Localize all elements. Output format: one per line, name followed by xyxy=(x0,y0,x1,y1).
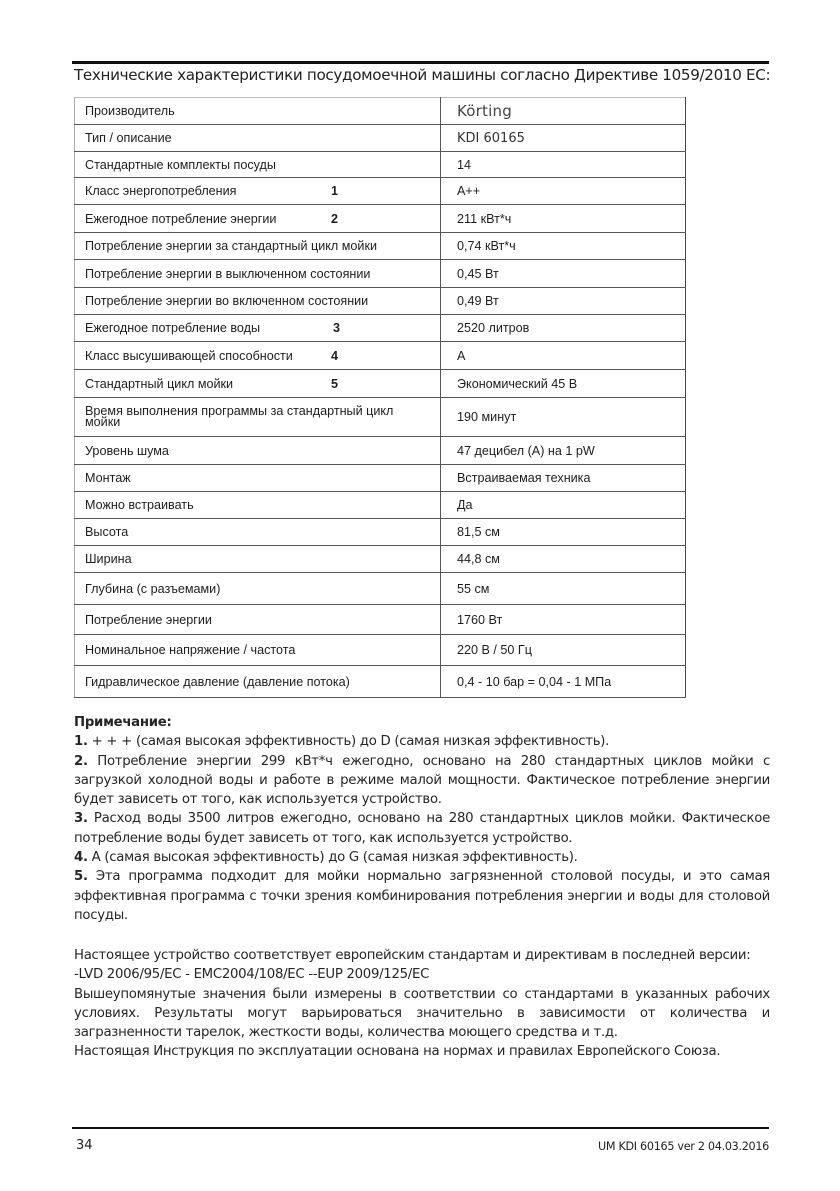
table-row xyxy=(75,125,686,152)
table-row xyxy=(75,398,686,437)
spec-value: 2520 литров xyxy=(457,321,530,335)
spec-label-cell xyxy=(75,260,441,288)
table-row xyxy=(75,465,686,492)
spec-value: A xyxy=(457,348,466,363)
spec-value-cell xyxy=(441,492,686,519)
spec-label-cell xyxy=(75,233,441,260)
table-row xyxy=(75,573,686,605)
spec-label-cell xyxy=(75,288,441,315)
note-text: Расход воды 3500 литров ежегодно, основано на 280 стандартных циклов мойки. Фактическое потребление воды будет зависеть от того, как используется устройство. xyxy=(74,811,770,846)
spec-value-cell xyxy=(441,205,686,233)
spec-label: Тип / описание xyxy=(85,131,172,145)
spec-label: Номинальное напряжение / частота xyxy=(85,643,296,657)
spec-value: Встраиваемая техника xyxy=(457,471,591,485)
spec-value-cell xyxy=(441,519,686,546)
spec-label: Можно встраивать xyxy=(85,498,194,512)
page-title: Технические характеристики посудомоечной машины согласно Директиве 1059/2010 EC: xyxy=(74,66,771,84)
spec-value-cell xyxy=(441,370,686,398)
table-row xyxy=(75,370,686,398)
table-row xyxy=(75,315,686,342)
spec-value-cell xyxy=(441,125,686,152)
directive-list: -LVD 2006/95/EC - EMC2004/108/EC --EUP 2009/125/EC xyxy=(74,967,430,983)
table-row xyxy=(75,546,686,573)
spec-value: Экономический 45 В xyxy=(457,376,578,391)
spec-label-cell xyxy=(75,398,441,437)
spec-label-cell xyxy=(75,492,441,519)
eu-basis-statement: Настоящая Инструкция по эксплуатации основана на нормах и правилах Европейского Союза. xyxy=(74,1044,721,1060)
note-item-1 xyxy=(74,732,770,751)
footnote-ref: 5 xyxy=(331,376,339,391)
spec-value: 44,8 см xyxy=(457,552,500,566)
spec-value-cell xyxy=(441,178,686,205)
document-reference: UM KDI 60165 ver 2 04.03.2016 xyxy=(597,1140,769,1153)
spec-label-cell xyxy=(75,546,441,573)
spec-label-cell xyxy=(75,342,441,370)
footnote-ref: 4 xyxy=(331,348,339,363)
spec-table xyxy=(74,97,686,698)
spec-value-cell xyxy=(441,605,686,635)
spec-label-cell xyxy=(75,605,441,635)
spec-label: Ширина xyxy=(85,552,132,566)
spec-value: 211 кВт*ч xyxy=(457,211,512,226)
spec-label-cell xyxy=(75,573,441,605)
spec-label: Время выполнения программы за стандартный цикл мойки xyxy=(85,404,394,429)
table-row xyxy=(75,152,686,178)
note-text: + + + (самая высокая эффективность) до D (самая низкая эффективность). xyxy=(87,734,610,750)
spec-value: 220 В / 50 Гц xyxy=(457,643,532,657)
spec-value: 0,49 Вт xyxy=(457,294,499,308)
spec-value: 0,74 кВт*ч xyxy=(457,239,516,253)
spec-value: 0,45 Вт xyxy=(457,266,499,281)
notes-heading: Примечание: xyxy=(74,715,172,730)
footnote-ref: 1 xyxy=(331,184,339,198)
footnote-ref: 3 xyxy=(333,321,341,335)
spec-value: Да xyxy=(457,498,473,512)
spec-value: 55 см xyxy=(457,581,490,596)
spec-label: Потребление энергии в выключенном состоянии xyxy=(85,266,371,281)
spec-value: 47 децибел (A) на 1 pW xyxy=(457,443,595,458)
spec-value-cell xyxy=(441,465,686,492)
note-text: Потребление энергии 299 кВт*ч ежегодно, основано на 280 стандартных циклов мойки с загрузкой холодной воды и работе в режиме малой мощности. Фактическое потребление энергии будет зависеть от того, как используется устройство. xyxy=(74,753,770,808)
table-row xyxy=(75,288,686,315)
note-text: A (самая высокая эффективность) до G (самая низкая эффективность). xyxy=(87,850,578,866)
spec-label-cell xyxy=(75,465,441,492)
spec-value-cell xyxy=(441,288,686,315)
spec-label: Потребление энергии за стандартный цикл мойки xyxy=(85,239,377,253)
spec-label: Производитель xyxy=(85,104,175,118)
footnote-ref: 2 xyxy=(331,211,339,226)
spec-label-cell xyxy=(75,519,441,546)
spec-value-cell xyxy=(441,573,686,605)
spec-value-cell xyxy=(441,152,686,178)
table-row xyxy=(75,178,686,205)
spec-label: Уровень шума xyxy=(85,443,169,458)
note-number: 1. xyxy=(74,734,88,750)
spec-label: Ежегодное потребление воды xyxy=(85,321,261,335)
spec-label-cell xyxy=(75,178,441,205)
spec-value-cell xyxy=(441,98,686,125)
compliance-section xyxy=(74,946,770,1062)
spec-value-cell xyxy=(441,437,686,465)
spec-value-cell xyxy=(441,546,686,573)
note-text: Эта программа подходит для мойки нормально загрязненной столовой посуды, и это самая эффективная программа с точки зрения комбинирования потребления энергии и воды для столовой посуды. xyxy=(74,869,770,923)
spec-value-cell xyxy=(441,666,686,698)
spec-label: Стандартный цикл мойки xyxy=(85,376,234,391)
model-number: KDI 60165 xyxy=(457,130,525,146)
table-row xyxy=(75,492,686,519)
header-rule xyxy=(72,61,769,64)
spec-value-cell xyxy=(441,342,686,370)
spec-value-cell xyxy=(441,315,686,342)
table-row xyxy=(75,233,686,260)
spec-label: Потребление энергии во включенном состоянии xyxy=(85,294,369,308)
spec-label: Ежегодное потребление энергии xyxy=(85,211,277,226)
spec-value-cell xyxy=(441,233,686,260)
compliance-statement: Настоящее устройство соответствует европейским стандартам и директивам в последней версии: xyxy=(74,948,751,963)
spec-label: Стандартные комплекты посуды xyxy=(85,157,276,172)
spec-label-cell xyxy=(75,125,441,152)
spec-value-cell xyxy=(441,398,686,437)
table-row xyxy=(75,605,686,635)
spec-label-cell xyxy=(75,98,441,125)
note-item-3 xyxy=(74,809,770,848)
spec-label-cell xyxy=(75,152,441,178)
note-item-2 xyxy=(74,752,770,810)
table-row xyxy=(75,260,686,288)
table-row xyxy=(75,437,686,465)
table-row xyxy=(75,635,686,666)
measurement-disclaimer: Вышеупомянутые значения были измерены в соответствии со стандартами в указанных рабочих условиях. Результаты могут варьироваться значительно в зависимости от количества и загразненности тарелок, жесткости воды, количества моющего средства и т.д. xyxy=(74,986,770,1041)
spec-label: Высота xyxy=(85,525,129,539)
spec-label-cell xyxy=(75,205,441,233)
note-number: 5. xyxy=(74,869,88,885)
table-row xyxy=(75,519,686,546)
spec-label: Гидравлическое давление (давление потока) xyxy=(85,674,350,689)
brand-name: Körting xyxy=(457,102,512,120)
spec-label: Потребление энергии xyxy=(85,612,212,627)
spec-label: Глубина (с разъемами) xyxy=(85,581,221,596)
note-number: 4. xyxy=(74,850,88,866)
spec-value: 0,4 - 10 бар = 0,04 - 1 МПа xyxy=(457,674,612,689)
spec-value-cell xyxy=(441,260,686,288)
spec-value: A++ xyxy=(457,184,481,198)
note-number: 2. xyxy=(74,753,88,769)
table-row xyxy=(75,666,686,698)
notes-section xyxy=(74,713,770,925)
table-row xyxy=(75,205,686,233)
spec-value-cell xyxy=(441,635,686,666)
spec-value: 190 минут xyxy=(457,410,517,424)
spec-value: 81,5 см xyxy=(457,525,500,539)
table-row xyxy=(75,342,686,370)
spec-value: 1760 Вт xyxy=(457,612,503,627)
footer-rule xyxy=(72,1127,769,1129)
spec-label: Класс высушивающей способности xyxy=(85,348,293,363)
note-item-5 xyxy=(74,867,770,925)
note-item-4 xyxy=(74,848,770,867)
note-number: 3. xyxy=(74,811,88,827)
spec-value: 14 xyxy=(457,157,472,172)
page-number: 34 xyxy=(76,1138,93,1153)
table-row xyxy=(75,98,686,125)
spec-label-cell xyxy=(75,437,441,465)
spec-label-cell xyxy=(75,666,441,698)
spec-label-cell xyxy=(75,635,441,666)
spec-label: Класс энергопотребления xyxy=(85,184,237,198)
spec-label: Монтаж xyxy=(85,471,131,485)
spec-label-cell xyxy=(75,370,441,398)
spec-label-cell xyxy=(75,315,441,342)
